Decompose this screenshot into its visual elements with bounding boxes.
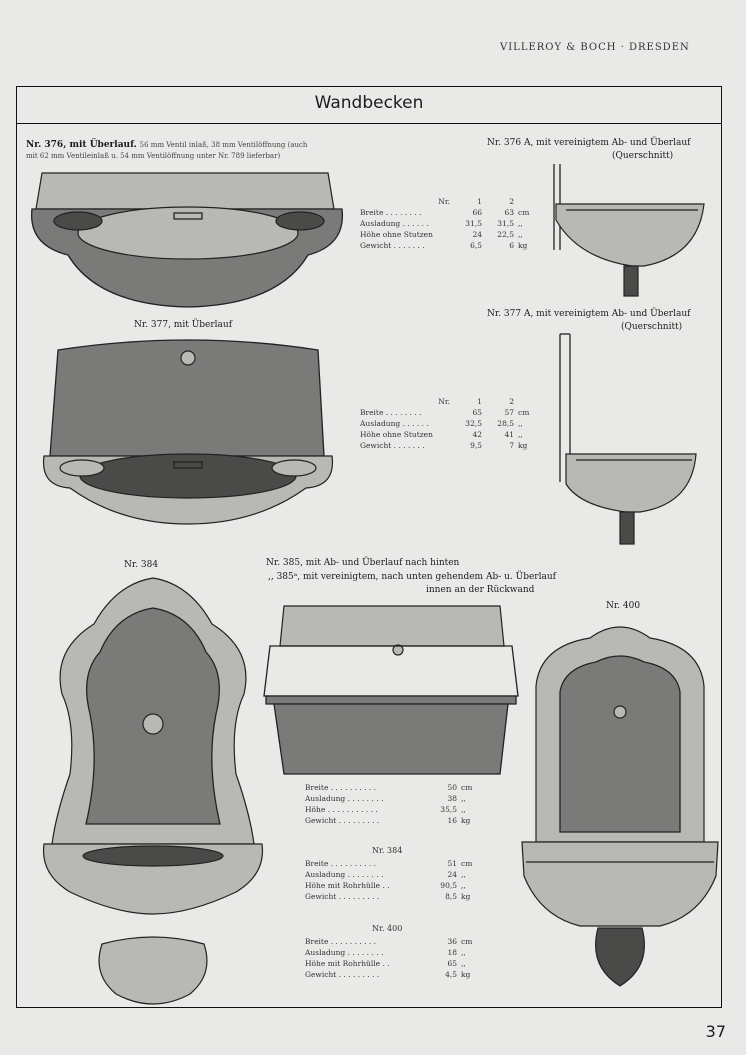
table-row (358, 440, 538, 451)
spec-value: 28,5 (497, 419, 514, 428)
spec-table-384 (303, 858, 481, 902)
spec-value: 51 (447, 859, 457, 868)
spec-unit: kg (518, 441, 528, 450)
spec-unit: ,, (461, 794, 466, 803)
spec-unit: ,, (518, 219, 523, 228)
spec-label: Gewicht . . . . . . . (360, 441, 425, 450)
spec-unit: ,, (518, 230, 523, 239)
spec-label: Breite . . . . . . . . (360, 208, 422, 217)
table-row (303, 891, 481, 902)
spec-value: 41 (504, 430, 514, 439)
spec-unit: ,, (461, 881, 466, 890)
spec-376-head-2: 2 (509, 197, 514, 206)
spec-unit: cm (461, 783, 473, 792)
spec-label: Gewicht . . . . . . . (360, 241, 425, 250)
spec-unit: kg (518, 241, 528, 250)
spec-label: Höhe ohne Stutzen (360, 430, 433, 439)
caption-385a-cont: innen an der Rückwand (426, 585, 535, 595)
table-row (303, 958, 481, 969)
spec-value: 7 (509, 441, 514, 450)
spec-value: 31,5 (465, 219, 482, 228)
spec-unit: ,, (461, 870, 466, 879)
spec-value: 32,5 (465, 419, 482, 428)
table-row (358, 218, 538, 229)
table-row (303, 880, 481, 891)
spec-table-376 (358, 196, 538, 251)
table-row (303, 858, 481, 869)
spec-unit: kg (461, 970, 471, 979)
table-row (358, 418, 538, 429)
table-row (358, 229, 538, 240)
spec-value: 24 (472, 230, 482, 239)
basin-377-illustration (40, 336, 336, 528)
spec-unit: ,, (461, 948, 466, 957)
table-row (303, 869, 481, 880)
spec-value: 63 (504, 208, 514, 217)
spec-unit: cm (518, 408, 530, 417)
spec-label: Ausladung . . . . . . . . (305, 948, 384, 957)
spec-unit: cm (461, 937, 473, 946)
spec-label: Höhe . . . . . . . . . . . (305, 805, 378, 814)
basin-376-illustration (28, 165, 348, 315)
table-row (303, 782, 481, 793)
spec-label: Gewicht . . . . . . . . . (305, 816, 380, 825)
caption-385: Nr. 385, mit Ab- und Überlauf nach hinten (266, 558, 460, 568)
table-row (303, 947, 481, 958)
basin-376a-cross-section (548, 160, 712, 300)
table-row (303, 969, 481, 980)
spec-label: Ausladung . . . . . . (360, 219, 429, 228)
caption-377a-sub: (Querschnitt) (621, 322, 683, 332)
page-title: Wandbecken (314, 93, 424, 113)
spec-label: Ausladung . . . . . . . . (305, 870, 384, 879)
table-row (358, 207, 538, 218)
spec-377-head (358, 396, 538, 407)
spec-unit: ,, (518, 430, 523, 439)
spec-value: 8,5 (445, 892, 457, 901)
spec-unit: kg (461, 892, 471, 901)
caption-400: Nr. 400 (606, 601, 641, 611)
spec-377-head-1: 1 (477, 397, 482, 406)
spec-value: 4,5 (445, 970, 457, 979)
caption-376-note1: 56 mm Ventil inlaß, 38 mm Ventilöffnung (auch (139, 141, 308, 149)
caption-377a: Nr. 377 A, mit vereinigtem Ab- und Überlauf (487, 309, 691, 319)
spec-label: Breite . . . . . . . . (360, 408, 422, 417)
spec-unit: cm (461, 859, 473, 868)
spec-value: 9,5 (470, 441, 482, 450)
spec-table-400 (303, 936, 481, 980)
spec-value: 90,5 (440, 881, 457, 890)
caption-384: Nr. 384 (124, 560, 159, 570)
spec-value: 24 (447, 870, 457, 879)
spec-unit: ,, (518, 419, 523, 428)
spec-label: Gewicht . . . . . . . . . (305, 970, 380, 979)
spec-label: Ausladung . . . . . . . . (305, 794, 384, 803)
caption-385a: ,, 385ᵃ, mit vereinigtem, nach unten gehendem Ab- u. Überlauf (268, 572, 556, 582)
table-row (303, 815, 481, 826)
manufacturer-header: VILLEROY & BOCH · DRESDEN (500, 42, 690, 53)
spec-value: 6 (509, 241, 514, 250)
spec-value: 36 (447, 937, 457, 946)
spec-label: Ausladung . . . . . . (360, 419, 429, 428)
spec-label: Breite . . . . . . . . . . (305, 859, 377, 868)
spec-value: 42 (472, 430, 482, 439)
table-row (303, 804, 481, 815)
caption-377: Nr. 377, mit Überlauf (134, 320, 233, 330)
basin-400-illustration (520, 616, 720, 996)
table-row (303, 936, 481, 947)
spec-value: 31,5 (497, 219, 514, 228)
spec-376-head-1: 1 (477, 197, 482, 206)
basin-384-illustration (40, 574, 266, 1018)
spec-400-heading: Nr. 400 (372, 924, 403, 933)
table-row (358, 407, 538, 418)
spec-label: Höhe mit Rohrhülle . . (305, 881, 390, 890)
spec-value: 16 (447, 816, 457, 825)
spec-376-head (358, 196, 538, 207)
spec-unit: ,, (461, 805, 466, 814)
table-row (358, 429, 538, 440)
spec-value: 57 (504, 408, 514, 417)
caption-376-label: Nr. 376, mit Überlauf. (26, 140, 137, 150)
spec-value: 35,5 (440, 805, 457, 814)
caption-376-note2: mit 62 mm Ventileinlaß u. 54 mm Ventilöffnung unter Nr. 789 lieferbar) (26, 152, 281, 160)
spec-label: Gewicht . . . . . . . . . (305, 892, 380, 901)
spec-unit: cm (518, 208, 530, 217)
spec-unit: ,, (461, 959, 466, 968)
spec-value: 18 (447, 948, 457, 957)
spec-table-377 (358, 396, 538, 451)
spec-table-385 (303, 782, 481, 826)
spec-value: 65 (447, 959, 457, 968)
spec-label: Höhe mit Rohrhülle . . (305, 959, 390, 968)
spec-377-head-2: 2 (509, 397, 514, 406)
spec-377-head-label: Nr. (438, 397, 450, 406)
spec-label: Höhe ohne Stutzen (360, 230, 433, 239)
page-number: 37 (705, 1022, 726, 1041)
spec-384-heading: Nr. 384 (372, 846, 403, 855)
basin-377a-cross-section (556, 334, 706, 548)
spec-value: 66 (472, 208, 482, 217)
spec-unit: kg (461, 816, 471, 825)
table-row (358, 240, 538, 251)
spec-value: 38 (447, 794, 457, 803)
basin-385-illustration (262, 604, 520, 778)
table-row (303, 793, 481, 804)
caption-376a: Nr. 376 A, mit vereinigtem Ab- und Überlauf (487, 138, 691, 148)
caption-376 (26, 140, 307, 151)
spec-value: 65 (472, 408, 482, 417)
spec-376-head-label: Nr. (438, 197, 450, 206)
spec-label: Breite . . . . . . . . . . (305, 937, 377, 946)
caption-376a-sub: (Querschnitt) (612, 151, 674, 161)
spec-value: 50 (447, 783, 457, 792)
spec-value: 22,5 (497, 230, 514, 239)
spec-label: Breite . . . . . . . . . . (305, 783, 377, 792)
spec-value: 6,5 (470, 241, 482, 250)
